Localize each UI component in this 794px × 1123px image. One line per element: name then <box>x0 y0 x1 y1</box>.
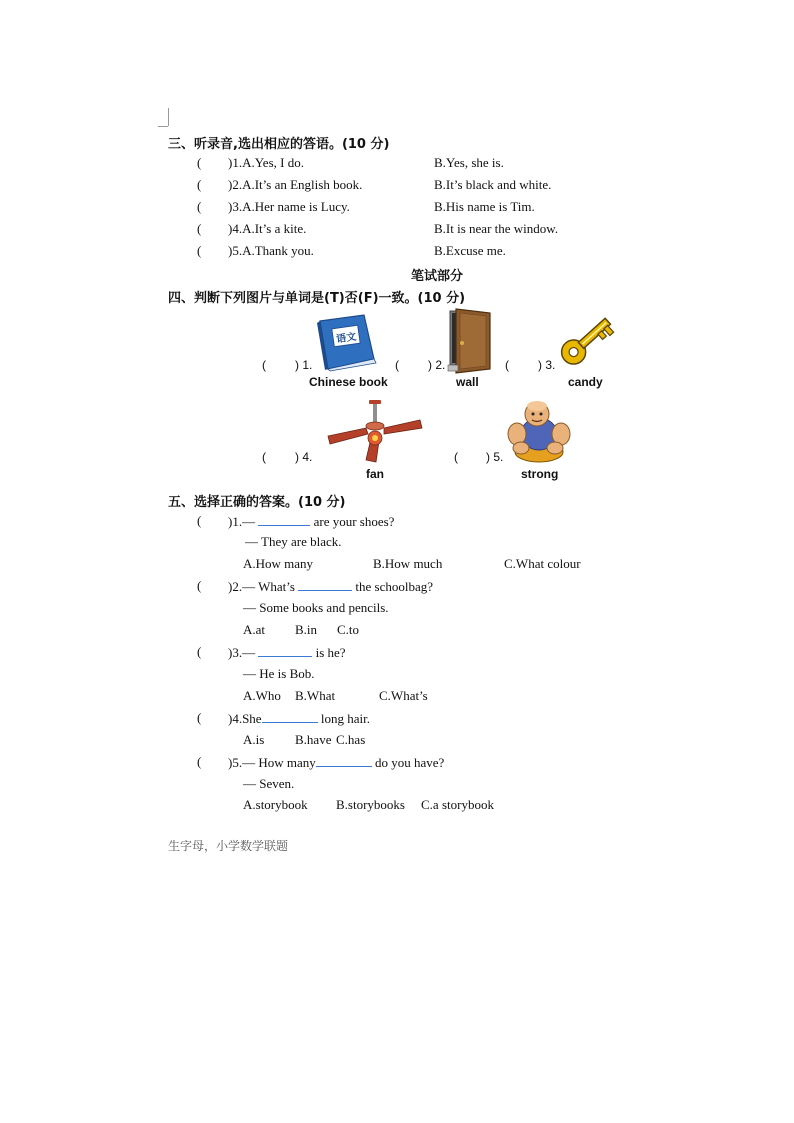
part3-item-5-a: )5.A.Thank you. <box>228 243 314 258</box>
margin-mark <box>158 126 168 127</box>
question-5-option-b: B.storybooks <box>336 797 405 812</box>
answer-blank[interactable] <box>258 644 312 657</box>
question-3-option-a: A.Who <box>243 688 281 703</box>
answer-paren[interactable]: ( <box>262 450 266 464</box>
question-5-option-c: C.a storybook <box>421 797 494 812</box>
question-4 <box>228 710 370 727</box>
question-4-option-b: B.have <box>295 732 332 747</box>
question-3-answer: — He is Bob. <box>243 666 315 681</box>
answer-paren[interactable]: ( <box>197 710 202 725</box>
answer-paren[interactable]: ( <box>197 155 202 170</box>
question-3 <box>228 644 346 661</box>
door-image <box>448 307 496 375</box>
question-1-option-c: C.What colour <box>504 556 581 571</box>
question-4-prefix: )4.She <box>228 711 262 726</box>
part3-item-2-b: B.It’s black and white. <box>434 177 552 192</box>
ceiling-fan-image <box>326 400 424 464</box>
cutoff-text: 生字母，小学数学联题 <box>168 839 289 853</box>
part3-item-1-b: B.Yes, she is. <box>434 155 504 170</box>
part3-item-4-a: )4.A.It’s a kite. <box>228 221 307 236</box>
answer-paren[interactable]: ( <box>454 450 458 464</box>
part3-item-3-a: )3.A.Her name is Lucy. <box>228 199 350 214</box>
answer-paren[interactable]: ( <box>197 199 202 214</box>
answer-blank[interactable] <box>298 578 352 591</box>
answer-paren[interactable]: ( <box>197 221 202 236</box>
question-5 <box>228 754 444 771</box>
question-2-option-b: B.in <box>295 622 318 637</box>
answer-paren[interactable]: ( <box>197 177 202 192</box>
picture-item-5-number: ) 5. <box>486 450 504 464</box>
answer-paren[interactable]: ( <box>262 358 266 372</box>
picture-item-2-number: ) 2. <box>428 358 446 372</box>
part3-item-4-b: B.It is near the window. <box>434 221 559 236</box>
question-2-prefix: )2.— What’s <box>228 579 295 594</box>
question-1-answer: — They are black. <box>245 534 342 549</box>
question-1 <box>228 513 394 530</box>
question-4-option-c: C.has <box>336 732 366 747</box>
question-5-answer: — Seven. <box>243 776 295 791</box>
question-5-option-a: A.storybook <box>243 797 308 812</box>
picture-item-1-number: ) 1. <box>295 358 313 372</box>
written-section-title: 笔试部分 <box>411 269 464 284</box>
part3-item-1-a: )1.A.Yes, I do. <box>228 155 304 170</box>
picture-item-1-word: Chinese book <box>309 375 388 389</box>
question-1-option-b: B.How much <box>373 556 443 571</box>
answer-blank[interactable] <box>258 513 310 526</box>
question-4-option-a: A.is <box>243 732 265 747</box>
section-4-heading: 四、判断下列图片与单词是(T)否(F)一致。(10 分) <box>168 291 466 306</box>
answer-blank[interactable] <box>262 710 318 723</box>
book-cover-text: 语文 <box>335 331 358 346</box>
part3-item-5-b: B.Excuse me. <box>434 243 506 258</box>
picture-item-3-word: candy <box>568 375 603 389</box>
cutoff-text-line <box>168 836 318 853</box>
question-2 <box>228 578 433 595</box>
part3-item-2-a: )2.A.It’s an English book. <box>228 177 363 192</box>
strong-man-image <box>503 398 571 464</box>
key-image <box>555 306 619 374</box>
question-5-suffix: do you have? <box>375 755 445 770</box>
picture-item-5-word: strong <box>521 467 559 481</box>
question-1-prefix: )1.— <box>228 514 256 529</box>
picture-item-4-word: fan <box>366 467 384 481</box>
part3-item-3-b: B.His name is Tim. <box>434 199 535 214</box>
question-3-prefix: )3.— <box>228 645 256 660</box>
question-5-prefix: )5.— How many <box>228 755 316 770</box>
question-3-suffix: is he? <box>315 645 346 660</box>
question-2-option-a: A.at <box>243 622 266 637</box>
answer-paren[interactable]: ( <box>197 513 202 528</box>
question-3-option-c: C.What’s <box>379 688 428 703</box>
picture-item-3-number: ) 3. <box>538 358 556 372</box>
question-3-option-b: B.What <box>295 688 336 703</box>
question-4-suffix: long hair. <box>320 711 370 726</box>
chinese-book-image <box>316 313 380 371</box>
section-3-heading: 三、听录音,选出相应的答语。(10 分) <box>168 137 390 152</box>
answer-paren[interactable]: ( <box>395 358 399 372</box>
picture-item-4-number: ) 4. <box>295 450 313 464</box>
answer-paren[interactable]: ( <box>197 578 202 593</box>
question-2-answer: — Some books and pencils. <box>243 600 389 615</box>
margin-mark <box>168 108 169 126</box>
question-2-suffix: the schoolbag? <box>355 579 434 594</box>
question-2-option-c: C.to <box>337 622 360 637</box>
answer-paren[interactable]: ( <box>197 644 202 659</box>
answer-paren[interactable]: ( <box>505 358 509 372</box>
answer-paren[interactable]: ( <box>197 243 202 258</box>
question-1-suffix: are your shoes? <box>313 514 395 529</box>
picture-item-2-word: wall <box>456 375 479 389</box>
question-1-option-a: A.How many <box>243 556 314 571</box>
answer-paren[interactable]: ( <box>197 754 202 769</box>
section-5-heading: 五、选择正确的答案。(10 分) <box>168 495 346 510</box>
answer-blank[interactable] <box>316 754 372 767</box>
